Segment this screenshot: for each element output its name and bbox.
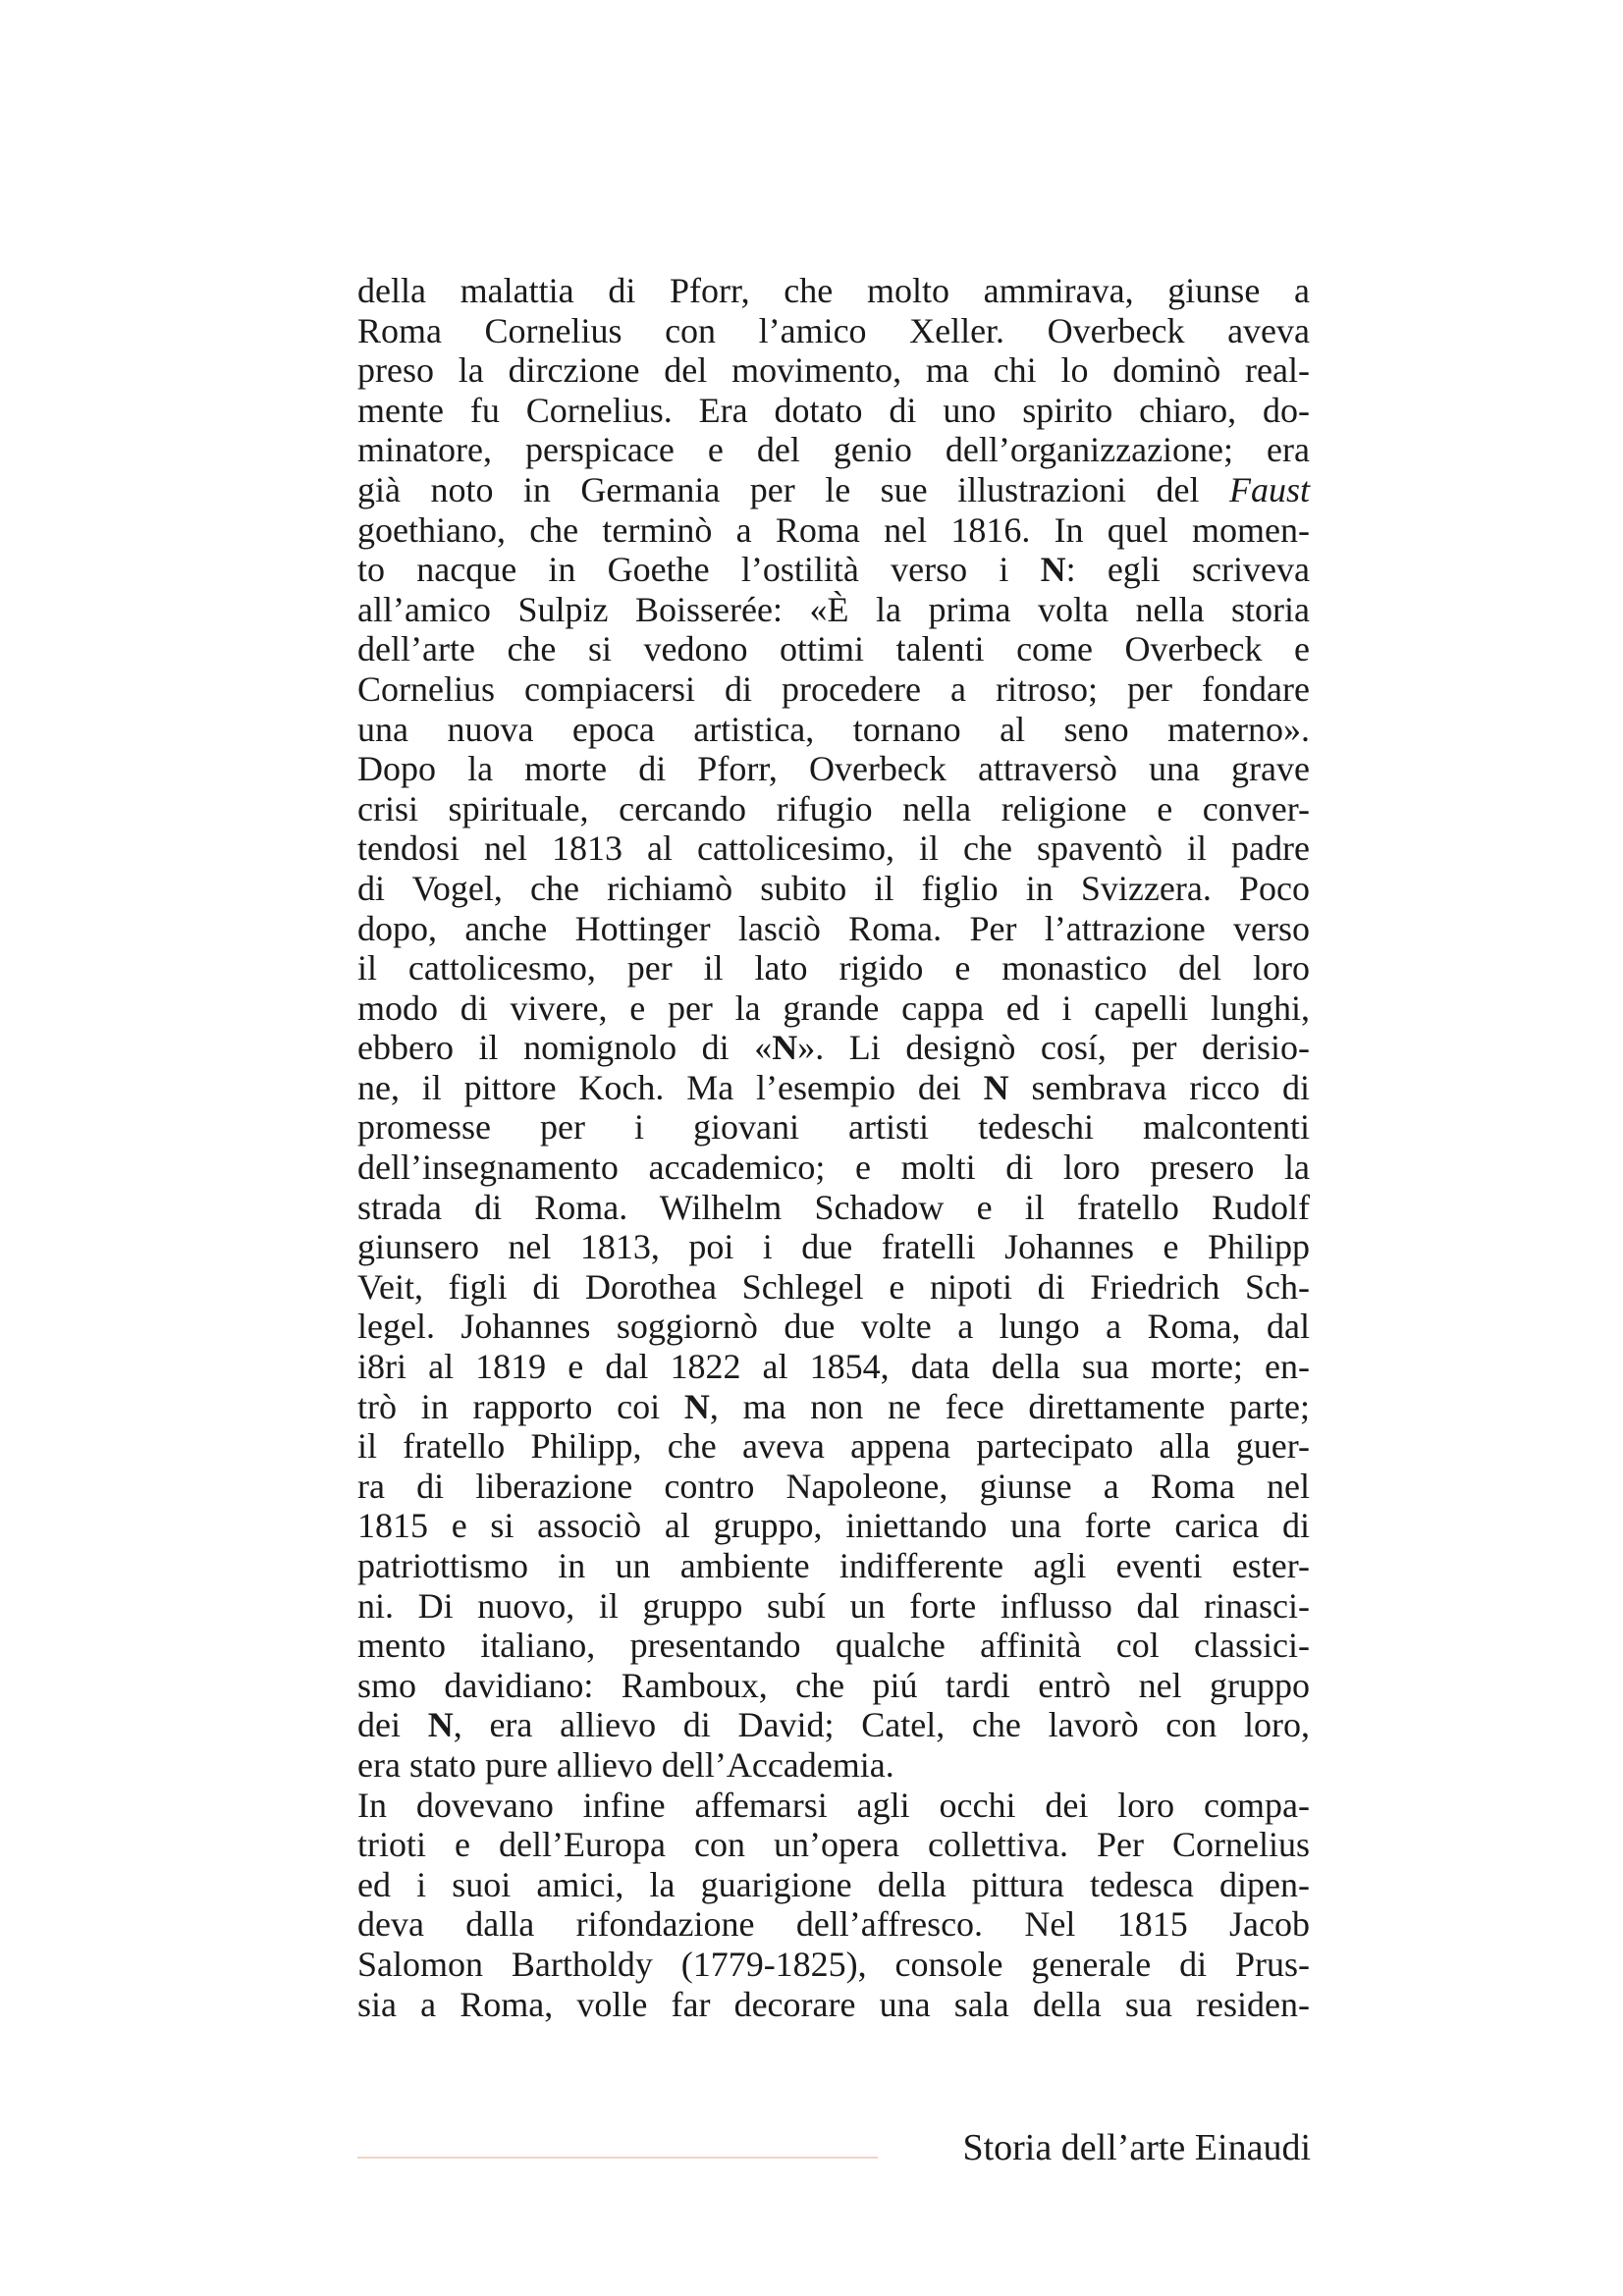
text-line: to nacque in Goethe l’ostilità verso i N: egli scriveva [357,550,1310,590]
text-line: modo di vivere, e per la grande cappa ed i capelli lunghi, [357,988,1310,1028]
text-line: dell’insegnamento accademico; e molti di loro presero la [357,1148,1310,1188]
text-line: della malattia di Pforr, che molto ammirava, giunse a [357,271,1310,310]
text-line: dell’arte che si vedono ottimi talenti come Overbeck e [357,629,1310,669]
text-line: Veit, figli di Dorothea Schlegel e nipoti di Friedrich Sch- [357,1266,1310,1307]
text-line: smo davidiano: Ramboux, che piú tardi entrò nel gruppo [357,1665,1310,1705]
text-line: dopo, anche Hottinger lasciò Roma. Per l’attrazione verso [357,908,1310,948]
body-text [357,271,1310,2024]
text-line: Dopo la morte di Pforr, Overbeck attraversò una grave [357,749,1310,789]
text-line: mento italiano, presentando qualche affinità col classici- [357,1626,1310,1666]
text-line: 1815 e si associò al gruppo, iniettando una forte carica di [357,1506,1310,1546]
bold-abbreviation: N [1040,550,1066,590]
text-line: ni. Di nuovo, il gruppo subí un forte influsso dal rinasci- [357,1585,1310,1626]
text-line: Salomon Bartholdy (1779-1825), console generale di Prus- [357,1944,1310,1984]
text-line: dei N, era allievo di David; Catel, che lavorò con loro, [357,1705,1311,1745]
text-line: minatore, perspicace e del genio dell’organizzazione; era [357,430,1310,470]
footer-rule [357,2157,878,2159]
text-line: deva dalla rifondazione dell’affresco. Nel 1815 Jacob [357,1904,1310,1945]
text-line: una nuova epoca artistica, tornano al seno materno». [357,709,1310,749]
text-line: il fratello Philipp, che aveva appena partecipato alla guer- [357,1426,1310,1467]
italic-title: Faust [1228,469,1310,509]
text-line: mente fu Cornelius. Era dotato di uno spirito chiaro, do- [357,390,1310,430]
text-line: ne, il pittore Koch. Ma l’esempio dei N sembrava ricco di [357,1067,1310,1107]
text-line: ed i suoi amici, la guarigione della pittura tedesca dipen- [357,1864,1310,1904]
text-line: goethiano, che terminò a Roma nel 1816. In quel momen- [357,509,1310,550]
text-line: Cornelius compiacersi di procedere a ritroso; per fondare [357,668,1310,709]
text-line: Roma Cornelius con l’amico Xeller. Overbeck aveva [357,310,1310,350]
text-line: In dovevano infine affemarsi agli occhi dei loro compa- [357,1785,1310,1825]
bold-abbreviation: N [427,1705,454,1745]
text-line: di Vogel, che richiamò subito il figlio in Svizzera. Poco [357,868,1310,908]
text-line: trò in rapporto coi N, ma non ne fece direttamente parte; [357,1386,1310,1426]
text-line: preso la dirczione del movimento, ma chi lo dominò real- [357,350,1310,391]
text-line: promesse per i giovani artisti tedeschi malcontenti [357,1107,1310,1148]
text-line: giunsero nel 1813, poi i due fratelli Johannes e Philipp [357,1227,1310,1267]
text-line: crisi spirituale, cercando rifugio nella religione e conver- [357,788,1310,828]
text-line: già noto in Germania per le sue illustrazioni del Faust [357,469,1310,509]
text-line: legel. Johannes soggiornò due volte a lungo a Roma, dal [357,1307,1310,1347]
text-line: trioti e dell’Europa con un’opera collettiva. Per Cornelius [357,1825,1310,1865]
text-line: sia a Roma, volle far decorare una sala della sua residen- [357,1984,1310,2024]
footer-title: Storia dell’arte Einaudi [962,2127,1311,2168]
text-line: ra di liberazione contro Napoleone, giunse a Roma nel [357,1466,1310,1506]
bold-abbreviation: N [983,1067,1009,1107]
text-line: era stato pure allievo dell’Accademia. [357,1744,894,1785]
text-line: il cattolicesmo, per il lato rigido e monastico del loro [357,948,1310,988]
text-line: i8ri al 1819 e dal 1822 al 1854, data della sua morte; en- [357,1347,1310,1387]
text-line: strada di Roma. Wilhelm Schadow e il fratello Rudolf [357,1187,1310,1227]
bold-abbreviation: N [683,1386,710,1426]
bold-abbreviation: N [772,1028,798,1068]
text-line: all’amico Sulpiz Boisserée: «È la prima volta nella storia [357,589,1310,629]
text-line: patriottismo in un ambiente indifferente agli eventi ester- [357,1546,1310,1585]
text-line: tendosi nel 1813 al cattolicesimo, il che spaventò il padre [357,828,1310,869]
text-line: ebbero il nomignolo di «N». Li designò cosí, per derisio- [357,1028,1310,1068]
